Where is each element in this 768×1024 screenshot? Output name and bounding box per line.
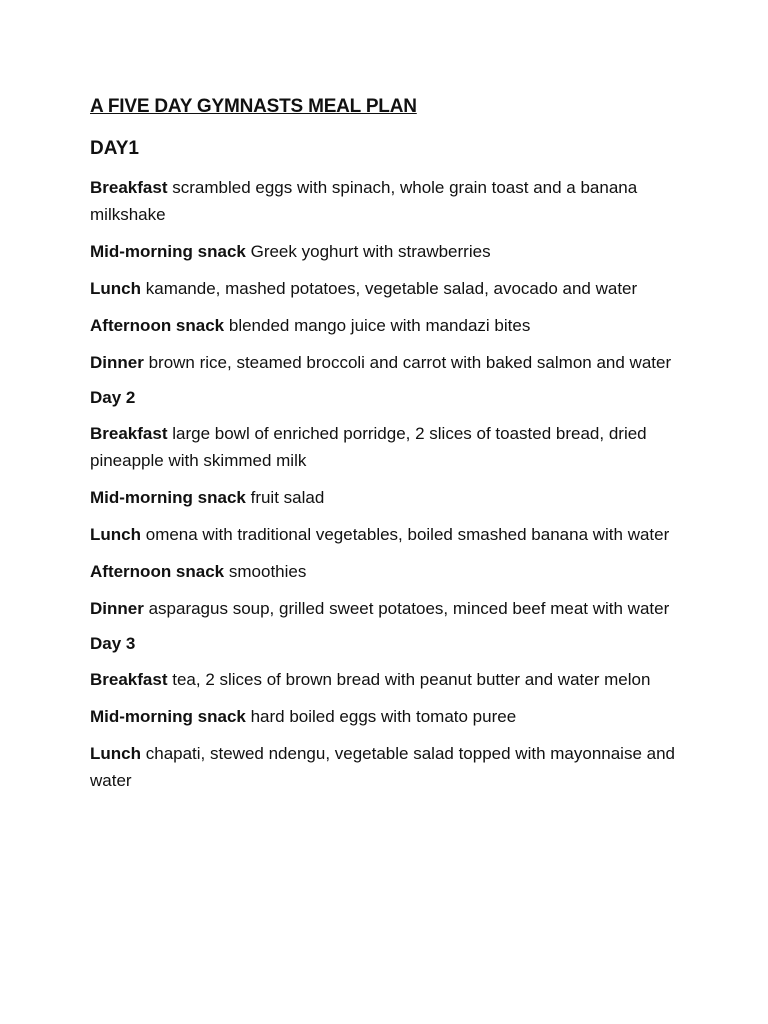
day-heading: Day 2	[90, 388, 136, 407]
meal-text: smoothies	[228, 562, 307, 581]
day-1-section	[90, 136, 690, 376]
meal-afternoon-snack	[90, 312, 690, 339]
meal-breakfast	[90, 666, 690, 693]
meal-breakfast	[90, 420, 690, 474]
meal-text: brown rice, steamed broccoli and carrot with baked salmon and water	[148, 353, 672, 372]
day-3-section	[90, 632, 690, 794]
day-2-section	[90, 386, 690, 622]
meal-text: Greek yoghurt with strawberries	[250, 242, 491, 261]
meal-mid-morning-snack	[90, 238, 690, 265]
meal-label: Afternoon snack	[90, 316, 225, 335]
meal-dinner	[90, 349, 690, 376]
day-heading: Day 3	[90, 634, 136, 653]
meal-afternoon-snack	[90, 558, 690, 585]
meal-dinner	[90, 595, 690, 622]
meal-label: Dinner	[90, 353, 144, 372]
meal-text: fruit salad	[250, 488, 325, 507]
meal-label: Breakfast	[90, 424, 168, 443]
meal-lunch	[90, 275, 690, 302]
meal-text: hard boiled eggs with tomato puree	[250, 707, 517, 726]
meal-mid-morning-snack	[90, 703, 690, 730]
meal-label: Lunch	[90, 744, 141, 763]
meal-label: Lunch	[90, 525, 141, 544]
meal-breakfast	[90, 174, 690, 228]
meal-text: tea, 2 slices of brown bread with peanut butter and water melon	[172, 670, 651, 689]
meal-text: kamande, mashed potatoes, vegetable salad, avocado and water	[145, 279, 638, 298]
meal-lunch	[90, 521, 690, 548]
meal-text: blended mango juice with mandazi bites	[228, 316, 531, 335]
meal-mid-morning-snack	[90, 484, 690, 511]
meal-label: Lunch	[90, 279, 141, 298]
meal-label: Mid-morning snack	[90, 488, 246, 507]
document-page	[90, 94, 690, 804]
meal-text: chapati, stewed ndengu, vegetable salad topped with mayonnaise and water	[90, 744, 676, 790]
document-title: A FIVE DAY GYMNASTS MEAL PLAN	[90, 96, 417, 117]
meal-text: omena with traditional vegetables, boiled smashed banana with water	[145, 525, 670, 544]
meal-text: scrambled eggs with spinach, whole grain toast and a banana milkshake	[90, 178, 638, 224]
day-heading: DAY1	[90, 138, 139, 159]
meal-text: asparagus soup, grilled sweet potatoes, minced beef meat with water	[148, 599, 670, 618]
meal-label: Dinner	[90, 599, 144, 618]
meal-label: Breakfast	[90, 670, 168, 689]
meal-label: Mid-morning snack	[90, 707, 246, 726]
meal-label: Afternoon snack	[90, 562, 225, 581]
meal-text: large bowl of enriched porridge, 2 slices of toasted bread, dried pineapple with skimmed milk	[90, 424, 647, 470]
meal-label: Mid-morning snack	[90, 242, 246, 261]
meal-lunch	[90, 740, 690, 794]
meal-label: Breakfast	[90, 178, 168, 197]
